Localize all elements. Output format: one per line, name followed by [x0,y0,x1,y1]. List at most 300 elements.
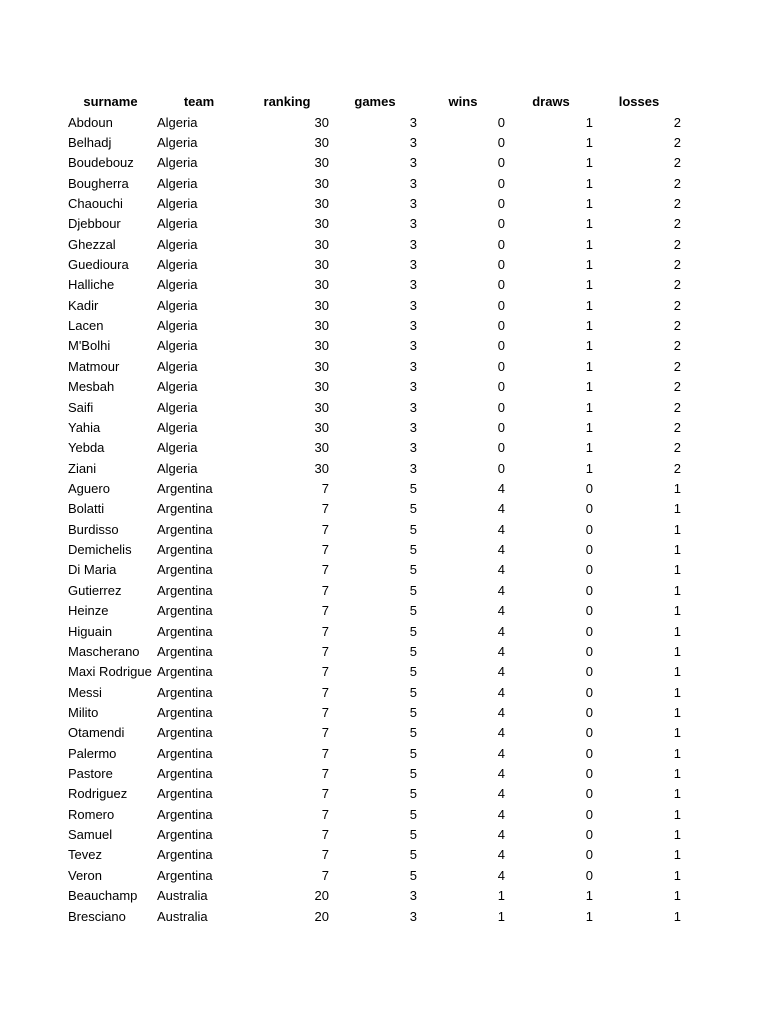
cell-draws: 1 [585,399,593,415]
column-header-draws: draws [532,94,570,110]
cell-games: 3 [409,236,417,252]
cell-ranking: 30 [314,338,329,354]
table-row [66,194,683,214]
cell-games: 5 [409,481,417,496]
cell-losses: 1 [673,745,681,761]
cell-surname: Palermo [68,745,117,761]
cell-wins: 4 [497,562,505,578]
cell-team: Algeria [157,155,198,171]
table-row [66,418,683,438]
cell-games: 3 [409,379,417,395]
cell-draws: 1 [585,277,593,293]
cell-ranking: 7 [321,786,329,802]
cell-draws: 1 [585,114,593,130]
cell-draws: 0 [585,827,593,843]
cell-wins: 4 [497,827,505,843]
cell-surname: Matmour [68,358,120,374]
table-row [66,682,683,702]
cell-losses: 2 [673,134,681,150]
cell-team: Algeria [157,236,198,252]
table-row [66,235,683,255]
cell-draws: 1 [585,358,593,374]
table-row [66,397,683,417]
cell-team: Argentina [157,745,213,761]
cell-surname: Chaouchi [68,195,123,211]
cell-surname: Mesbah [68,379,115,395]
cell-draws: 1 [585,155,593,171]
cell-team: Algeria [157,175,198,191]
cell-team: Argentina [157,684,213,700]
table-row [66,764,683,784]
cell-losses: 1 [673,582,681,598]
cell-draws: 0 [585,786,593,802]
cell-losses: 1 [673,766,681,782]
cell-wins: 0 [497,216,505,232]
cell-losses: 2 [673,338,681,354]
cell-team: Algeria [157,114,198,130]
cell-wins: 4 [497,867,505,883]
cell-games: 5 [409,664,417,680]
cell-wins: 4 [497,684,505,700]
cell-ranking: 30 [314,419,329,435]
cell-ranking: 7 [321,766,329,782]
cell-games: 5 [409,603,417,619]
cell-games: 3 [409,318,417,334]
column-header-games: games [354,94,396,110]
cell-losses: 1 [673,725,681,741]
cell-team: Algeria [157,379,198,395]
cell-draws: 0 [585,603,593,619]
cell-draws: 0 [585,745,593,761]
cell-team: Argentina [157,643,213,659]
cell-surname: Bougherra [68,175,129,191]
cell-ranking: 30 [314,399,329,415]
cell-losses: 1 [673,643,681,659]
cell-surname: Rodriguez [68,786,128,802]
cell-draws: 1 [585,216,593,232]
cell-games: 5 [409,786,417,802]
cell-draws: 0 [585,481,593,496]
table-row [66,133,683,153]
cell-games: 3 [409,358,417,374]
cell-wins: 1 [497,888,505,904]
cell-draws: 0 [585,521,593,537]
cell-draws: 0 [585,847,593,863]
cell-losses: 1 [673,704,681,720]
table-row [66,357,683,377]
cell-ranking: 7 [321,847,329,863]
cell-team: Australia [157,908,208,924]
table-row [66,642,683,662]
table-row [66,744,683,764]
cell-ranking: 30 [314,134,329,150]
cell-surname: Saifi [68,399,94,415]
cell-surname: Bresciano [68,908,126,924]
cell-wins: 0 [497,399,505,415]
table-row [66,275,683,295]
cell-draws: 0 [585,867,593,883]
column-header-team: team [183,94,215,110]
table-row [66,173,683,193]
cell-wins: 4 [497,664,505,680]
column-header-losses: losses [618,94,660,110]
cell-team: Argentina [157,542,213,558]
cell-losses: 1 [673,888,681,904]
header-row [66,92,683,112]
cell-ranking: 7 [321,827,329,843]
cell-wins: 4 [497,725,505,741]
cell-draws: 0 [585,704,593,720]
cell-wins: 4 [497,481,505,496]
cell-surname: Samuel [68,827,113,843]
cell-draws: 0 [585,643,593,659]
cell-draws: 1 [585,134,593,150]
cell-games: 3 [409,277,417,293]
column-header-ranking: ranking [263,94,311,110]
cell-ranking: 30 [314,318,329,334]
cell-ranking: 7 [321,664,329,680]
cell-games: 3 [409,297,417,313]
cell-wins: 4 [497,786,505,802]
cell-games: 3 [409,195,417,211]
cell-losses: 1 [673,562,681,578]
cell-wins: 4 [497,806,505,822]
cell-wins: 0 [497,379,505,395]
cell-wins: 4 [497,623,505,639]
cell-wins: 0 [497,155,505,171]
cell-surname: Demichelis [68,542,132,558]
cell-losses: 1 [673,664,681,680]
cell-losses: 2 [673,114,681,130]
cell-draws: 1 [585,888,593,904]
cell-wins: 0 [497,134,505,150]
cell-surname: M'Bolhi [68,338,111,354]
cell-team: Argentina [157,806,213,822]
table-row [66,703,683,723]
table-row [66,438,683,458]
cell-ranking: 30 [314,257,329,273]
cell-losses: 1 [673,481,681,496]
cell-ranking: 20 [314,888,329,904]
cell-wins: 0 [497,175,505,191]
cell-surname: Belhadj [68,134,112,150]
cell-draws: 1 [585,908,593,924]
cell-surname: Gutierrez [68,582,122,598]
cell-games: 3 [409,114,417,130]
cell-losses: 2 [673,175,681,191]
cell-surname: Messi [68,684,102,700]
cell-surname: Bolatti [68,501,105,517]
cell-team: Algeria [157,277,198,293]
cell-losses: 2 [673,195,681,211]
cell-ranking: 30 [314,175,329,191]
cell-ranking: 7 [321,623,329,639]
cell-draws: 1 [585,338,593,354]
cell-losses: 2 [673,318,681,334]
cell-losses: 1 [673,908,681,924]
cell-losses: 1 [673,542,681,558]
table-row [66,479,683,499]
cell-draws: 0 [585,684,593,700]
cell-games: 3 [409,908,417,924]
cell-team: Argentina [157,664,213,680]
cell-draws: 1 [585,236,593,252]
cell-team: Algeria [157,216,198,232]
cell-games: 5 [409,766,417,782]
cell-ranking: 20 [314,908,329,924]
cell-losses: 1 [673,827,681,843]
cell-wins: 0 [497,195,505,211]
cell-ranking: 30 [314,277,329,293]
cell-team: Argentina [157,623,213,639]
cell-wins: 4 [497,501,505,517]
cell-wins: 0 [497,297,505,313]
cell-games: 5 [409,501,417,517]
cell-wins: 4 [497,745,505,761]
cell-wins: 0 [497,460,505,476]
cell-draws: 1 [585,257,593,273]
cell-ranking: 30 [314,216,329,232]
cell-surname: Milito [68,704,99,720]
cell-ranking: 7 [321,582,329,598]
cell-surname: Higuain [68,623,113,639]
cell-draws: 1 [585,297,593,313]
cell-surname: Boudebouz [68,155,134,171]
cell-losses: 2 [673,419,681,435]
cell-wins: 4 [497,847,505,863]
cell-draws: 1 [585,318,593,334]
cell-ranking: 7 [321,501,329,517]
cell-wins: 4 [497,582,505,598]
cell-surname: Otamendi [68,725,125,741]
cell-ranking: 7 [321,745,329,761]
column-header-surname: surname [83,94,138,110]
cell-losses: 2 [673,399,681,415]
cell-team: Algeria [157,134,198,150]
cell-surname: Abdoun [68,114,113,130]
cell-ranking: 7 [321,867,329,883]
cell-losses: 1 [673,623,681,639]
cell-team: Argentina [157,481,213,496]
table-row [66,805,683,825]
cell-games: 5 [409,623,417,639]
cell-surname: Heinze [68,603,109,619]
cell-surname: Aguero [68,481,110,496]
table-body [66,112,683,926]
cell-games: 3 [409,888,417,904]
cell-draws: 0 [585,542,593,558]
cell-team: Algeria [157,297,198,313]
cell-team: Argentina [157,766,213,782]
cell-losses: 1 [673,847,681,863]
cell-games: 5 [409,867,417,883]
cell-wins: 4 [497,704,505,720]
cell-surname: Veron [68,867,102,883]
cell-ranking: 7 [321,704,329,720]
cell-ranking: 7 [321,603,329,619]
cell-games: 3 [409,399,417,415]
cell-team: Australia [157,888,208,904]
cell-team: Argentina [157,867,213,883]
cell-surname: Mascherano [68,643,140,659]
table-row [66,520,683,540]
cell-losses: 2 [673,236,681,252]
cell-games: 5 [409,725,417,741]
cell-draws: 1 [585,419,593,435]
cell-team: Algeria [157,318,198,334]
cell-team: Algeria [157,338,198,354]
cell-surname: Yahia [68,419,101,435]
cell-surname: Lacen [68,318,104,334]
cell-surname: Halliche [68,277,115,293]
cell-wins: 1 [497,908,505,924]
cell-team: Argentina [157,847,213,863]
cell-games: 3 [409,257,417,273]
table-row [66,296,683,316]
cell-wins: 0 [497,114,505,130]
cell-losses: 1 [673,501,681,517]
cell-wins: 0 [497,277,505,293]
table-row [66,886,683,906]
cell-losses: 1 [673,603,681,619]
cell-draws: 1 [585,195,593,211]
cell-games: 3 [409,338,417,354]
cell-losses: 1 [673,684,681,700]
cell-surname: Ziani [68,460,97,476]
cell-losses: 1 [673,521,681,537]
cell-wins: 0 [497,318,505,334]
cell-surname: Romero [68,806,115,822]
cell-surname: Beauchamp [68,888,138,904]
table-row [66,662,683,682]
table-row [66,560,683,580]
cell-losses: 1 [673,806,681,822]
cell-ranking: 7 [321,643,329,659]
cell-surname: Maxi Rodrigue [68,664,152,680]
table-row [66,825,683,845]
cell-games: 5 [409,521,417,537]
cell-surname: Tevez [68,847,102,863]
cell-team: Algeria [157,257,198,273]
cell-games: 3 [409,134,417,150]
table-row [66,377,683,397]
cell-games: 5 [409,542,417,558]
cell-games: 5 [409,847,417,863]
cell-games: 5 [409,684,417,700]
cell-losses: 2 [673,379,681,395]
cell-surname: Di Maria [68,562,117,578]
cell-games: 5 [409,562,417,578]
cell-team: Algeria [157,419,198,435]
cell-ranking: 7 [321,806,329,822]
cell-losses: 2 [673,358,681,374]
cell-team: Algeria [157,358,198,374]
cell-games: 5 [409,582,417,598]
cell-ranking: 30 [314,195,329,211]
cell-draws: 1 [585,460,593,476]
cell-draws: 0 [585,766,593,782]
cell-team: Algeria [157,460,198,476]
cell-games: 5 [409,806,417,822]
cell-team: Argentina [157,603,213,619]
cell-wins: 0 [497,419,505,435]
cell-surname: Burdisso [68,521,119,537]
cell-draws: 1 [585,379,593,395]
cell-ranking: 7 [321,684,329,700]
cell-team: Algeria [157,399,198,415]
cell-games: 5 [409,827,417,843]
cell-games: 3 [409,460,417,476]
cell-wins: 0 [497,338,505,354]
cell-ranking: 7 [321,481,329,496]
table-row [66,784,683,804]
cell-wins: 4 [497,643,505,659]
table-row [66,316,683,336]
cell-ranking: 7 [321,542,329,558]
cell-team: Argentina [157,827,213,843]
cell-wins: 0 [497,236,505,252]
cell-draws: 0 [585,623,593,639]
table-row [66,581,683,601]
cell-surname: Djebbour [68,216,121,232]
cell-team: Argentina [157,562,213,578]
cell-ranking: 30 [314,440,329,456]
cell-losses: 2 [673,440,681,456]
cell-losses: 2 [673,277,681,293]
cell-draws: 1 [585,440,593,456]
cell-team: Argentina [157,704,213,720]
cell-draws: 0 [585,582,593,598]
cell-games: 5 [409,745,417,761]
table-row [66,499,683,519]
cell-wins: 4 [497,766,505,782]
cell-ranking: 7 [321,562,329,578]
table-row [66,112,683,132]
cell-games: 3 [409,440,417,456]
cell-surname: Guedioura [68,257,129,273]
cell-team: Algeria [157,440,198,456]
cell-ranking: 30 [314,297,329,313]
cell-games: 3 [409,216,417,232]
cell-ranking: 7 [321,521,329,537]
cell-losses: 1 [673,867,681,883]
table-row [66,153,683,173]
cell-team: Argentina [157,725,213,741]
cell-draws: 1 [585,175,593,191]
table-row [66,458,683,478]
cell-losses: 2 [673,257,681,273]
table-row [66,336,683,356]
cell-team: Argentina [157,582,213,598]
table-row [66,601,683,621]
cell-wins: 0 [497,440,505,456]
cell-surname: Kadir [68,297,99,313]
cell-surname: Yebda [68,440,105,456]
player-stats-table [66,92,683,927]
cell-wins: 4 [497,521,505,537]
cell-wins: 0 [497,257,505,273]
cell-losses: 2 [673,460,681,476]
cell-ranking: 30 [314,114,329,130]
cell-ranking: 30 [314,460,329,476]
cell-ranking: 7 [321,725,329,741]
cell-draws: 0 [585,725,593,741]
cell-ranking: 30 [314,155,329,171]
cell-losses: 2 [673,155,681,171]
cell-losses: 2 [673,297,681,313]
table-row [66,866,683,886]
cell-games: 3 [409,155,417,171]
